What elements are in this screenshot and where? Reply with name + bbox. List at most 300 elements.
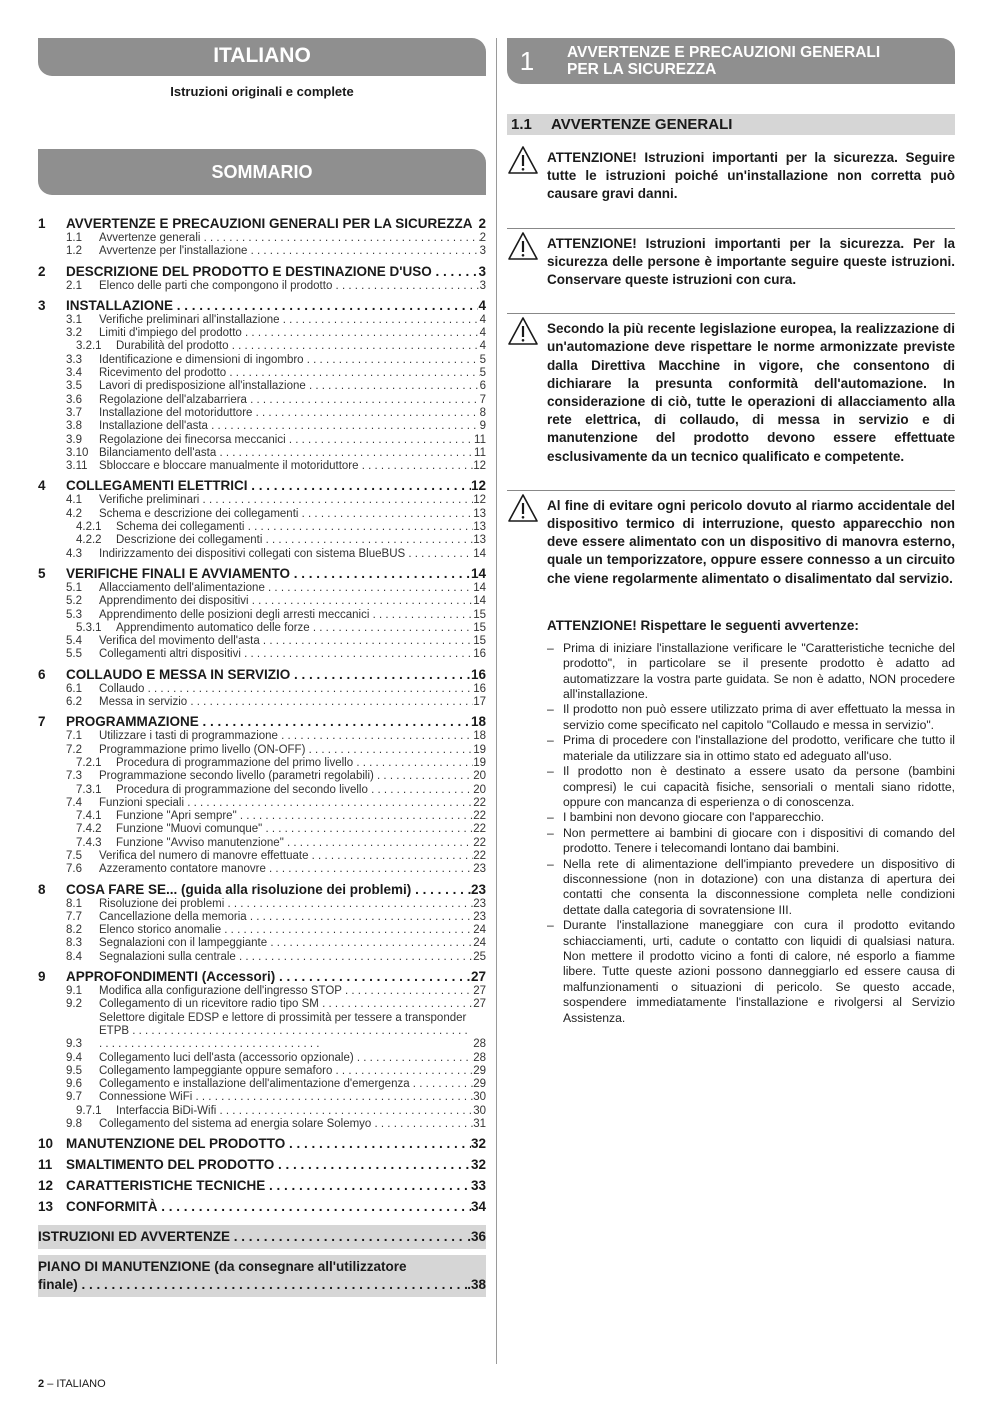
toc-subentry-title: Descrizione dei collegamenti . . .: [116, 534, 473, 547]
toc-entry[interactable]: [38, 881, 486, 898]
bullet-dash: –: [547, 702, 554, 717]
toc-subentry[interactable]: [38, 1052, 486, 1065]
toc-entry-number: 13: [38, 1199, 54, 1215]
toc-subentry-title: Avvertenze generali . . .: [99, 232, 480, 245]
toc-entry-title: APPROFONDIMENTI (Accessori) . . .: [66, 968, 471, 985]
toc-subentry-number: 7.2.1: [76, 756, 102, 769]
warning-text: Secondo la più recente legislazione europea, la realizzazione di un'automazione deve rispettare le norme armonizzate previste dalla Direttiva Macchine in vigore, che consentono di dichiarare la presunta conformità dell'automazione. In considerazione di ciò, tutte le operazioni di allacciamento alla rete elettrica, di collaudo, di messa in servizio e di manutenzione del prodotto devono essere effettuate esclusivamente da un tecnico qualificato e competente.: [547, 321, 955, 464]
toc-subentry-number: 7.3: [66, 770, 82, 783]
toc-subentry-page: 12: [473, 494, 486, 507]
toc-subentry[interactable]: [38, 340, 486, 353]
toc-subentry-number: 3.6: [66, 393, 82, 406]
footer-page-number: 2: [38, 1378, 45, 1390]
attention-heading: ATTENZIONE! Rispettare le seguenti avvertenze:: [547, 617, 859, 633]
toc-istruzioni-title: ISTRUZIONI ED AVVERTENZE . . .: [38, 1228, 467, 1246]
toc-subentry-number: 3.1: [66, 313, 82, 326]
toc-subentry-page: 24: [473, 937, 486, 950]
toc-subentry-title: Bilanciamento dell'asta . . .: [99, 447, 474, 460]
toc-subentry[interactable]: [38, 434, 486, 447]
toc-subentry-number: 5.3.1: [76, 621, 102, 634]
toc-entry[interactable]: [38, 565, 486, 582]
toc-subentry-number: 9.8: [66, 1118, 82, 1131]
toc-subentry-title: Limiti d'impiego del prodotto . . .: [99, 327, 480, 340]
toc-subentry[interactable]: [38, 394, 486, 407]
toc-subentry[interactable]: [38, 354, 486, 367]
toc-entry-page: 14: [470, 565, 486, 581]
toc-subentry-page: 13: [473, 534, 486, 547]
toc-subentry[interactable]: [38, 521, 486, 534]
warning-triangle-icon: [507, 143, 547, 218]
toc-entry[interactable]: [38, 1177, 486, 1194]
list-item: [547, 733, 955, 764]
list-item-text: Il prodotto non può essere utilizzato prima di aver effettuato la messa in servizio come specificato nel capitolo "Collaudo e messa in servizio".: [563, 702, 955, 732]
toc-istruzioni[interactable]: [38, 1225, 486, 1249]
toc-subentry-number: 5.1: [66, 581, 82, 594]
warning-triangle-icon: [507, 229, 547, 304]
toc-subentry-number: 9.4: [66, 1051, 82, 1064]
toc-subentry[interactable]: [38, 582, 486, 595]
toc-subentry-number: 4.3: [66, 547, 82, 560]
toc-istruzioni-page: .36: [467, 1229, 486, 1245]
toc-subentry-page: 31: [473, 1118, 486, 1131]
toc-subentry-title: Utilizzare i tasti di programmazione . . .: [99, 730, 473, 743]
list-item-text: Nella rete di alimentazione dell'impianto prevedere un dispositivo di disconnessione (non in dotazione) con una distanza di apertura dei contatti che consenta la disconnessione completa nelle condizioni dettate dalla categoria di sovratensione III.: [563, 856, 955, 917]
toc-subentry[interactable]: [38, 837, 486, 850]
toc-subentry-number: 1.2: [66, 245, 82, 258]
toc-entry-number: 6: [38, 666, 46, 682]
toc-piano-page: .38: [467, 1277, 486, 1293]
bullet-dash: –: [547, 825, 554, 840]
toc-subentry[interactable]: [38, 1012, 486, 1052]
list-item: [547, 918, 955, 1026]
chapter-number: 1: [519, 45, 535, 76]
toc-subentry[interactable]: [38, 998, 486, 1011]
toc-entry-page: 2: [478, 216, 486, 231]
toc-subentry[interactable]: [38, 548, 486, 561]
toc-subentry-number: 3.2.1: [76, 340, 102, 353]
toc-subentry-page: 22: [473, 810, 486, 823]
toc-subentry-page: 5: [479, 367, 486, 380]
toc-subentry-page: 22: [473, 823, 486, 836]
toc-subentry-page: 22: [473, 836, 486, 849]
toc-subentry-number: 6.2: [66, 696, 82, 709]
toc-entry-title: PROGRAMMAZIONE . . .: [66, 713, 471, 730]
toc-entry-page: 12: [470, 478, 486, 494]
toc-section: [38, 215, 486, 259]
toc-section: [38, 881, 486, 964]
toc-entry-page: 33: [470, 1178, 486, 1194]
toc-subentry-title: Azzeramento contatore manovre . . .: [99, 863, 473, 876]
toc-subentry-page: 16: [473, 648, 486, 661]
toc-subentry-title: Funzione "Apri sempre" . . .: [116, 810, 473, 823]
toc-entry[interactable]: [38, 1198, 486, 1215]
toc-subentry-page: 3: [479, 279, 486, 292]
toc-subentry-title: Identificazione e dimensioni di ingombro . . .: [99, 354, 480, 367]
toc-entry-title: COLLEGAMENTI ELETTRICI . . .: [66, 477, 471, 494]
toc-subentry-number: 7.7: [66, 910, 82, 923]
toc-subentry-title: Messa in servizio . . .: [99, 696, 473, 709]
toc-subentry[interactable]: [38, 937, 486, 950]
toc-subentry[interactable]: [38, 911, 486, 924]
chapter-title: [547, 44, 880, 78]
toc-subentry-number: 7.4.2: [76, 823, 102, 836]
toc-subentry-page: 8: [479, 406, 486, 419]
toc-subentry-title: Interfaccia BiDi-Wifi . . .: [116, 1105, 473, 1118]
toc-subentry-number: 4.2: [66, 507, 82, 520]
toc-subentry-number: 3.2: [66, 327, 82, 340]
toc-entry[interactable]: [38, 968, 486, 985]
toc-subentry-title: Connessione WiFi . . .: [99, 1091, 473, 1104]
toc-entry-title: CARATTERISTICHE TECNICHE . . .: [66, 1177, 471, 1194]
toc-subentry-title: Cancellazione della memoria . . .: [99, 911, 473, 924]
toc-entry-page: 32: [470, 1136, 486, 1152]
toc-subentry-page: 28: [473, 1051, 486, 1064]
list-item: [547, 826, 955, 857]
footer-language: – ITALIANO: [47, 1378, 106, 1390]
toc-subentry-page: 27: [473, 985, 486, 998]
toc-subentry-title: Schema e descrizione dei collegamenti . . .: [99, 508, 473, 521]
toc-subentry-title: Funzione "Avviso manutenzione" . . .: [116, 837, 473, 850]
toc-subentry[interactable]: [38, 232, 486, 245]
toc-subentry-page: 30: [473, 1091, 486, 1104]
toc-subentry-page: 20: [473, 783, 486, 796]
toc-entry[interactable]: [38, 263, 486, 280]
page-footer: [38, 1378, 106, 1390]
toc-subentry-page: 22: [473, 849, 486, 862]
toc-section: [38, 565, 486, 662]
chapter-title-line-2: PER LA SICUREZZA: [567, 61, 717, 78]
toc-section: [38, 713, 486, 876]
warning-triangle-icon: [507, 491, 547, 602]
toc-subentry[interactable]: [38, 683, 486, 696]
toc-subentry-page: 14: [473, 595, 486, 608]
toc-subentry-title: Indirizzamento dei dispositivi collegati con sistema BlueBUS . . .: [99, 548, 473, 561]
toc-section: [38, 666, 486, 710]
toc-entry-title: COSA FARE SE... (guida alla risoluzione dei problemi) . . .: [66, 881, 471, 898]
toc-banner: SOMMARIO: [38, 149, 486, 195]
toc-subentry-title: Collegamento luci dell'asta (accessorio opzionale) . . .: [99, 1052, 473, 1065]
toc-subentry[interactable]: [38, 609, 486, 622]
toc-subentry-page: 16: [473, 682, 486, 695]
bullet-dash: –: [547, 640, 554, 655]
toc-subentry-page: 30: [473, 1104, 486, 1117]
toc-subentry-page: 3: [479, 245, 486, 258]
toc-subentry-title: Sbloccare e bloccare manualmente il motoriduttore . . .: [99, 460, 473, 473]
toc-subentry[interactable]: [38, 635, 486, 648]
toc-entry-number: 2: [38, 263, 46, 279]
toc-subentry-number: 8.4: [66, 950, 82, 963]
list-item: [547, 857, 955, 919]
toc-subentry[interactable]: [38, 757, 486, 770]
toc-subentry-page: 19: [473, 743, 486, 756]
toc-entry-number: 11: [38, 1157, 53, 1173]
toc-subentry[interactable]: [38, 447, 486, 460]
toc-subentry-page: 11: [474, 433, 486, 446]
toc-subentry[interactable]: [38, 367, 486, 380]
toc-subentry[interactable]: [38, 280, 486, 293]
bullet-dash: –: [547, 856, 554, 871]
toc-subentry-page: 17: [473, 696, 486, 709]
toc-subentry-page: 29: [473, 1064, 486, 1077]
warning-block: [507, 313, 955, 480]
toc-subentry[interactable]: [38, 380, 486, 393]
toc-subentry[interactable]: [38, 810, 486, 823]
toc-subentry-title: Funzioni speciali . . .: [99, 797, 473, 810]
toc-subentry-number: 4.2.1: [76, 521, 102, 534]
warning-text: ATTENZIONE! Istruzioni importanti per la sicurezza. Per la sicurezza delle persone è importante seguire queste istruzioni. Conservare queste istruzioni con cura.: [547, 235, 955, 288]
toc-subentry-number: 1.1: [66, 232, 82, 244]
toc-subentry[interactable]: [38, 1091, 486, 1104]
toc-subentry-title: Modifica alla configurazione dell'ingresso STOP . . .: [99, 985, 473, 998]
toc-subentry-page: 28: [473, 1038, 486, 1051]
list-item: [547, 764, 955, 810]
toc-subentry-title: Installazione del motoriduttore . . .: [99, 407, 480, 420]
toc-subentry[interactable]: [38, 407, 486, 420]
toc-entry-number: 12: [38, 1178, 54, 1194]
toc-subentry-page: 18: [473, 730, 486, 743]
toc-entry[interactable]: [38, 477, 486, 494]
toc-subentry[interactable]: [38, 1118, 486, 1131]
toc-subentry[interactable]: [38, 730, 486, 743]
toc-subentry-number: 5.4: [66, 635, 82, 648]
toc-subentry[interactable]: [38, 648, 486, 661]
toc-subentry-page: 15: [473, 621, 486, 634]
toc-subentry-number: 7.3.1: [76, 783, 102, 796]
toc-subentry-number: 7.2: [66, 743, 82, 756]
list-item-text: Durante l'installazione maneggiare con cura il prodotto evitando schiacciamenti, urti, cadute o contatto con liquidi di qualsiasi natura. Non mettere il prodotto vicino a fonti di calore, né esporlo a fiamme libere. Tutte queste azioni possono danneggiarlo ed essere causa di malfunzionamenti o situazioni di pericolo. Se questo accade, sospendere immediatamente l'installazione e rivolgersi al Servizio Assistenza.: [563, 918, 955, 1025]
bullet-dash: –: [547, 733, 554, 748]
toc-subentry[interactable]: [38, 1065, 486, 1078]
toc-subentry-number: 3.3: [66, 353, 82, 366]
toc-subentry-number: 3.9: [66, 433, 82, 446]
toc-subentry-page: 11: [474, 446, 486, 459]
toc-entry-page: 18: [470, 714, 486, 730]
toc-subentry-title: Collegamenti altri dispositivi . . .: [99, 648, 473, 661]
toc-entry-page: 4: [478, 297, 486, 313]
section-number: 1.1: [511, 116, 532, 133]
toc-entry[interactable]: [38, 1156, 486, 1173]
toc-subentry-number: 9.7: [66, 1091, 82, 1104]
toc-entry-title: CONFORMITÀ . . .: [66, 1198, 471, 1215]
toc-subentry-number: 3.8: [66, 420, 82, 433]
toc-subentry[interactable]: [38, 622, 486, 635]
toc-subentry[interactable]: [38, 595, 486, 608]
toc-subentry-number: 8.2: [66, 924, 82, 937]
section-heading: [507, 114, 955, 135]
toc-piano-title-1: PIANO DI MANUTENZIONE (da consegnare all'utilizzatore: [38, 1259, 407, 1275]
toc-section: [38, 297, 486, 474]
toc-subentry-title: Segnalazioni con il lampeggiante . . .: [99, 937, 473, 950]
toc-subentry[interactable]: [38, 823, 486, 836]
toc-subentry-title: Durabilità del prodotto . . .: [116, 340, 480, 353]
toc-subentry[interactable]: [38, 784, 486, 797]
toc-subentry-page: 7: [479, 393, 486, 406]
toc-subentry-number: 3.4: [66, 367, 82, 380]
toc-subentry-title: Procedura di programmazione del secondo livello . . .: [116, 784, 473, 797]
bullet-dash: –: [547, 764, 554, 779]
toc-subentry-number: 9.1: [66, 985, 82, 998]
toc-subentry[interactable]: [38, 420, 486, 433]
toc-subentry-title: Programmazione primo livello (ON-OFF) . . .: [99, 744, 473, 757]
bullet-dash: –: [547, 810, 554, 825]
toc-subentry[interactable]: [38, 850, 486, 863]
toc-subentry-title: Ricevimento del prodotto . . .: [99, 367, 480, 380]
toc-subentry-title: Collegamento e installazione dell'alimentazione d'emergenza . . .: [99, 1078, 473, 1091]
toc-subentry-title: Verifiche preliminari . . .: [99, 494, 473, 507]
toc-subentry-page: 22: [473, 796, 486, 809]
toc-subentry[interactable]: [38, 460, 486, 473]
toc-entry[interactable]: [38, 297, 486, 314]
toc-subentry[interactable]: [38, 696, 486, 709]
toc-subentry-title: Elenco delle parti che compongono il prodotto . . .: [99, 280, 480, 293]
toc-entry-title: AVVERTENZE E PRECAUZIONI GENERALI PER LA SICUREZZA: [66, 216, 473, 231]
toc-entry-title: COLLAUDO E MESSA IN SERVIZIO . . .: [66, 666, 471, 683]
list-item: [547, 641, 955, 703]
toc-subentry[interactable]: [38, 951, 486, 964]
toc-subentry-number: 9.5: [66, 1064, 82, 1077]
toc-entry-page: 32: [470, 1157, 486, 1173]
toc-subentry-title: Elenco storico anomalie . . .: [99, 924, 473, 937]
toc-subentry-number: 8.1: [66, 897, 82, 910]
toc-subentry-number: 5.2: [66, 595, 82, 608]
toc-subentry-title: Procedura di programmazione del primo livello . . .: [116, 757, 473, 770]
toc-entry-number: 7: [38, 714, 46, 730]
warnings-list: [507, 143, 955, 602]
document-subtitle: Istruzioni originali e complete: [170, 84, 354, 99]
toc-subentry-title: Schema dei collegamenti . . .: [116, 521, 473, 534]
toc-subentry-title: Segnalazioni sulla centrale . . .: [99, 951, 473, 964]
toc-entry[interactable]: [38, 1135, 486, 1152]
chapter-title-line-1: AVVERTENZE E PRECAUZIONI GENERALI: [567, 44, 881, 61]
toc-section: [38, 1135, 486, 1152]
toc-subentry[interactable]: [38, 534, 486, 547]
warning-text: ATTENZIONE! Istruzioni importanti per la sicurezza. Seguire tutte le istruzioni poiché un'installazione non corretta può causare gravi danni.: [547, 150, 955, 202]
toc-subentry-page: 4: [479, 340, 486, 353]
toc-subentry[interactable]: [38, 985, 486, 998]
toc-subentry[interactable]: [38, 797, 486, 810]
toc-subentry-title: Avvertenze per l'installazione . . .: [99, 245, 480, 258]
toc-subentry-title: Verifica del movimento dell'asta . . .: [99, 635, 473, 648]
toc-subentry-page: 13: [473, 507, 486, 520]
toc-subentry-number: 7.4.1: [76, 810, 102, 823]
toc-entry[interactable]: [38, 215, 486, 232]
toc-section: [38, 263, 486, 293]
toc-subentry[interactable]: [38, 1105, 486, 1118]
toc-entry-number: 8: [38, 881, 46, 897]
toc-entry[interactable]: [38, 713, 486, 730]
toc-subentry-page: 19: [473, 756, 486, 769]
toc-subentry-page: 4: [479, 327, 486, 340]
toc-subentry[interactable]: [38, 508, 486, 521]
toc-subentry-number: 7.4.3: [76, 836, 102, 849]
toc-subentry[interactable]: [38, 770, 486, 783]
toc-subentry-number: 5.5: [66, 648, 82, 661]
toc-piano[interactable]: [38, 1255, 486, 1297]
toc-section: [38, 968, 486, 1131]
toc-entry-title: SMALTIMENTO DEL PRODOTTO . . .: [66, 1156, 471, 1173]
toc-subentry-number: 7.5: [66, 849, 82, 862]
toc-subentry-page: 6: [479, 380, 486, 393]
toc-entry-number: 3: [38, 297, 46, 313]
list-item: [547, 702, 955, 733]
list-item-text: Il prodotto non è destinato a essere usato da persone (bambini compresi) le cui capacità fisiche, sensoriali o mentali siano ridotte, oppure con mancanza di esperienza o di conoscenza.: [563, 764, 955, 809]
toc-subentry-title: Risoluzione dei problemi . . .: [99, 898, 473, 911]
toc-subentry[interactable]: [38, 1078, 486, 1091]
list-item-text: I bambini non devono giocare con l'apparecchio.: [563, 810, 825, 825]
toc-subentry[interactable]: [38, 327, 486, 340]
toc-subentry-page: 13: [473, 521, 486, 534]
toc-subentry[interactable]: [38, 863, 486, 876]
toc-subentry-number: 4.2.2: [76, 534, 102, 547]
toc-subentry[interactable]: [38, 744, 486, 757]
toc-subentry-title: Verifica del numero di manovre effettuate . . .: [99, 850, 473, 863]
toc-subentry-page: 14: [473, 581, 486, 594]
table-of-contents: [38, 215, 486, 1215]
toc-subentry[interactable]: [38, 898, 486, 911]
warning-block: [507, 143, 955, 218]
bullet-list: [547, 641, 955, 1026]
toc-entry-title: DESCRIZIONE DEL PRODOTTO E DESTINAZIONE D'USO . . .: [66, 263, 478, 280]
toc-entry-number: 1: [38, 216, 46, 231]
toc-subentry[interactable]: [38, 314, 486, 327]
toc-subentry-page: 9: [479, 420, 486, 433]
section-title: AVVERTENZE GENERALI: [551, 116, 733, 133]
toc-entry-number: 5: [38, 565, 46, 581]
toc-subentry-number: 3.7: [66, 406, 82, 419]
toc-subentry-title: Regolazione dell'alzabarriera . . .: [99, 394, 480, 407]
language-banner: ITALIANO: [38, 38, 486, 76]
toc-subentry[interactable]: [38, 494, 486, 507]
toc-entry-title: INSTALLAZIONE . . .: [66, 297, 478, 314]
toc-subentry-page: 20: [473, 770, 486, 783]
toc-entry-page: 34: [470, 1199, 486, 1215]
toc-section: [38, 477, 486, 560]
toc-subentry-number: 9.3: [66, 1038, 82, 1051]
toc-entry-page: 16: [470, 666, 486, 682]
toc-subentry-title: Collegamento lampeggiante oppure semaforo . . .: [99, 1065, 473, 1078]
toc-entry-number: 10: [38, 1136, 54, 1152]
right-column: [507, 38, 955, 1026]
toc-section: [38, 1177, 486, 1194]
toc-subentry[interactable]: [38, 245, 486, 258]
toc-subentry-number: 8.3: [66, 937, 82, 950]
toc-subentry-title: Funzione "Muovi comunque" . . .: [116, 823, 473, 836]
warning-block: [507, 490, 955, 602]
toc-entry[interactable]: [38, 666, 486, 683]
toc-subentry-page: 23: [473, 863, 486, 876]
chapter-banner: [507, 38, 955, 84]
toc-subentry-title: Verifiche preliminari all'installazione . . .: [99, 314, 480, 327]
toc-subentry-page: 23: [473, 897, 486, 910]
toc-entry-page: 3: [478, 263, 486, 279]
toc-subentry-page: 5: [479, 353, 486, 366]
toc-subentry[interactable]: [38, 924, 486, 937]
warning-triangle-icon: [507, 314, 547, 480]
toc-subentry-page: 14: [473, 547, 486, 560]
toc-subentry-page: 15: [473, 635, 486, 648]
toc-entry-number: 9: [38, 969, 46, 985]
toc-subentry-number: 3.10: [66, 446, 89, 459]
list-item-text: Non permettere ai bambini di giocare con i dispositivi di comando del prodotto. Tenere i telecomandi lontano dai bambini.: [563, 825, 955, 856]
toc-subentry-number: 4.1: [66, 494, 82, 507]
toc-subentry-title: Lavori di predisposizione all'installazione . . .: [99, 380, 480, 393]
toc-entry-title: VERIFICHE FINALI E AVVIAMENTO . . .: [66, 565, 471, 582]
toc-subentry-number: 9.6: [66, 1078, 82, 1091]
toc-subentry-number: 2.1: [66, 279, 82, 292]
toc-subentry-page: 4: [479, 313, 486, 326]
toc-subentry-page: 15: [473, 608, 486, 621]
toc-subentry-number: 9.7.1: [76, 1104, 102, 1117]
